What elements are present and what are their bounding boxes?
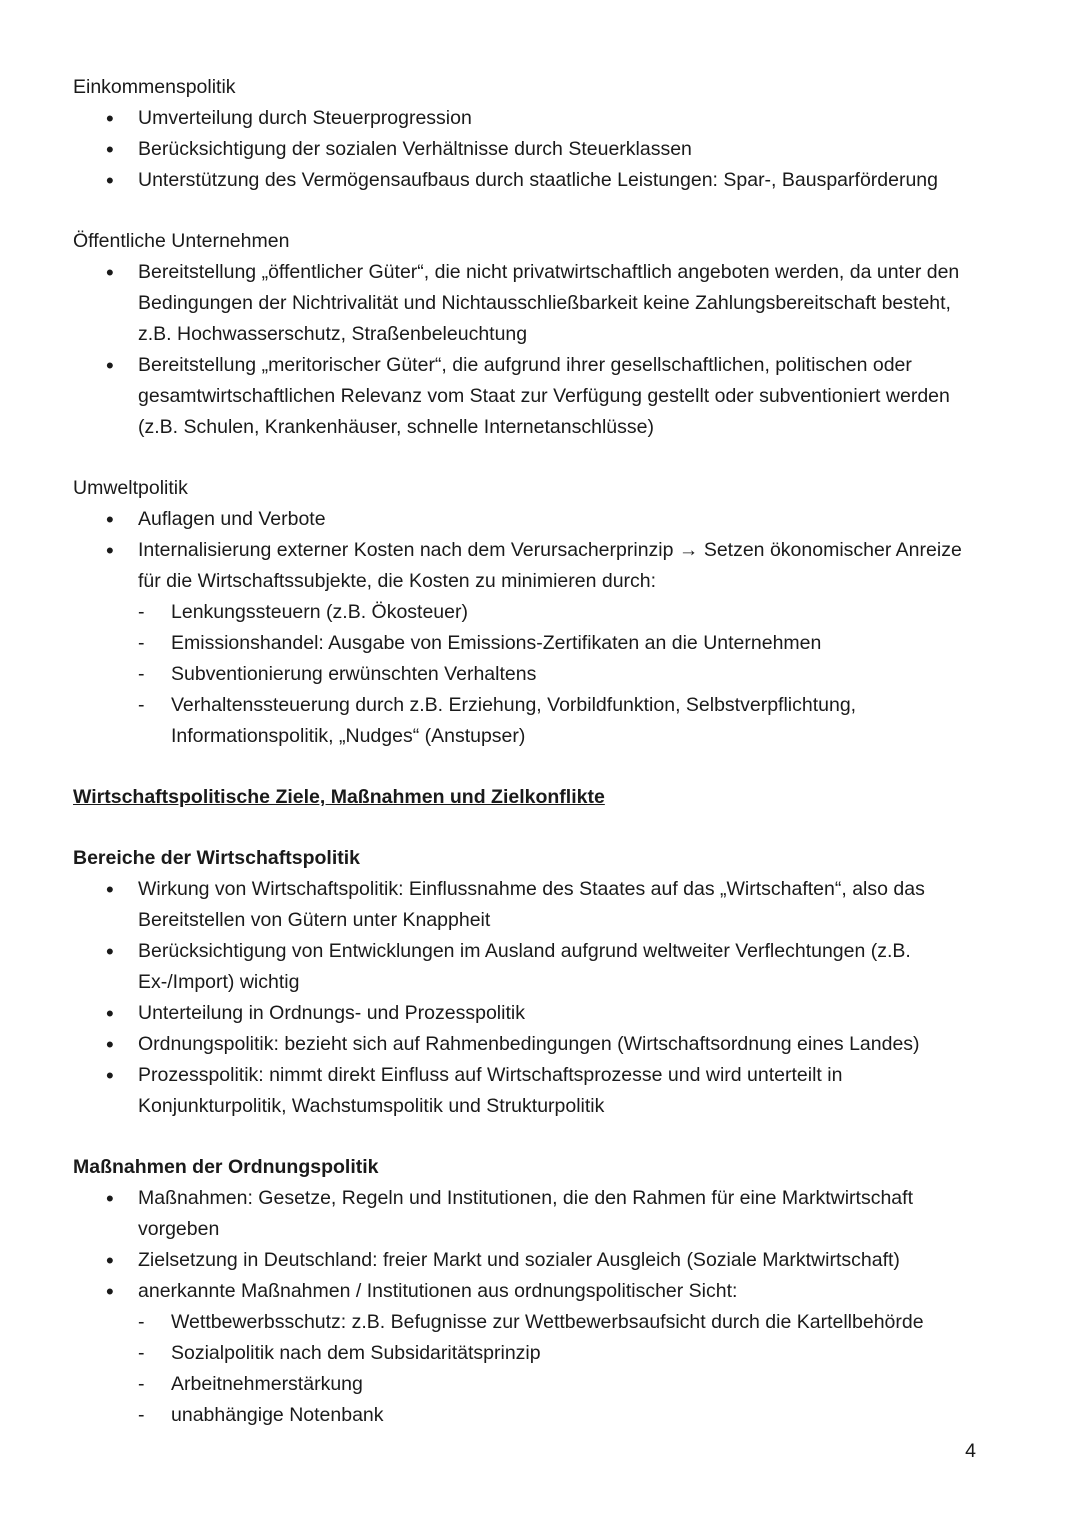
sub-list-item: - Wettbewerbsschutz: z.B. Befugnisse zur Wettbewerbsaufsicht durch die Kartellbehörde	[138, 1307, 983, 1338]
section-einkommenspolitik	[73, 72, 983, 196]
list-item: • Unterteilung in Ordnungs- und Prozesspolitik	[73, 998, 983, 1029]
sub-list-item: - unabhängige Notenbank	[138, 1400, 983, 1431]
sub-list-item: - Emissionshandel: Ausgabe von Emissions-Zertifikaten an die Unternehmen	[138, 628, 983, 659]
list-item-text: Setzen ökonomischer Anreize für die Wirtschaftssubjekte, die Kosten zu minimieren durch:	[138, 539, 962, 592]
list-item-text: Internalisierung externer Kosten nach dem Verursacherprinzip	[138, 539, 674, 561]
bullet-list	[73, 257, 983, 443]
section-ziele	[73, 782, 983, 813]
sub-list-item: - Verhaltenssteuerung durch z.B. Erziehung, Vorbildfunktion, Selbstverpflichtung, Informationspolitik, „Nudges“ (Anstupser)	[138, 690, 983, 752]
list-item-text: anerkannte Maßnahmen / Institutionen aus ordnungspolitischer Sicht:	[138, 1280, 738, 1302]
arrow-right-icon: →	[678, 539, 699, 561]
list-item: • Unterstützung des Vermögensaufbaus durch staatliche Leistungen: Spar-, Bausparförderung	[73, 165, 983, 196]
list-item	[73, 1276, 983, 1431]
list-item: • Auflagen und Verbote	[73, 504, 983, 535]
dash-list	[138, 597, 983, 752]
section-heading: Einkommenspolitik	[73, 76, 236, 98]
list-item: • Umverteilung durch Steuerprogression	[73, 103, 983, 134]
list-item: • Berücksichtigung der sozialen Verhältnisse durch Steuerklassen	[73, 134, 983, 165]
list-item: • Zielsetzung in Deutschland: freier Markt und sozialer Ausgleich (Soziale Marktwirtschaft)	[73, 1245, 983, 1276]
list-item	[73, 535, 983, 752]
list-item: • Ordnungspolitik: bezieht sich auf Rahmenbedingungen (Wirtschaftsordnung eines Landes)	[73, 1029, 983, 1060]
document-page	[73, 72, 983, 1461]
page-number: 4	[965, 1440, 976, 1462]
section-heading: Maßnahmen der Ordnungspolitik	[73, 1156, 379, 1178]
list-item: • Maßnahmen: Gesetze, Regeln und Institutionen, die den Rahmen für eine Marktwirtschaft vorgeben	[73, 1183, 983, 1245]
list-item: • Berücksichtigung von Entwicklungen im Ausland aufgrund weltweiter Verflechtungen (z.B. Ex-/Import) wichtig	[73, 936, 983, 998]
section-ordnungspolitik	[73, 1152, 983, 1431]
sub-list-item: - Sozialpolitik nach dem Subsidaritätsprinzip	[138, 1338, 983, 1369]
bullet-list	[73, 504, 983, 752]
section-umweltpolitik	[73, 473, 983, 752]
section-bereiche	[73, 843, 983, 1122]
bullet-list	[73, 103, 983, 196]
section-heading: Umweltpolitik	[73, 477, 188, 499]
list-item: • Prozesspolitik: nimmt direkt Einfluss auf Wirtschaftsprozesse und wird unterteilt in Konjunkturpolitik, Wachstumspolitik und Strukturpolitik	[73, 1060, 983, 1122]
list-item: • Bereitstellung „öffentlicher Güter“, die nicht privatwirtschaftlich angeboten werden, da unter den Bedingungen der Nichtrivalität und Nichtausschließbarkeit keine Zahlungsbereitschaft besteht, z.B. Hochwasserschutz, Straßenbeleuchtung	[73, 257, 983, 350]
sub-list-item: - Arbeitnehmerstärkung	[138, 1369, 983, 1400]
section-heading: Öffentliche Unternehmen	[73, 230, 290, 252]
chapter-heading: Wirtschaftspolitische Ziele, Maßnahmen und Zielkonflikte	[73, 786, 605, 808]
section-heading: Bereiche der Wirtschaftspolitik	[73, 847, 360, 869]
list-item: • Wirkung von Wirtschaftspolitik: Einflussnahme des Staates auf das „Wirtschaften“, also das Bereitstellen von Gütern unter Knappheit	[73, 874, 983, 936]
sub-list-item: - Subventionierung erwünschten Verhaltens	[138, 659, 983, 690]
section-oeffentliche-unternehmen	[73, 226, 983, 443]
sub-list-item: - Lenkungssteuern (z.B. Ökosteuer)	[138, 597, 983, 628]
bullet-list	[73, 874, 983, 1122]
bullet-list	[73, 1183, 983, 1431]
list-item: • Bereitstellung „meritorischer Güter“, die aufgrund ihrer gesellschaftlichen, politischen oder gesamtwirtschaftlichen Relevanz vom Staat zur Verfügung gestellt oder subventioniert werden (z.B. Schulen, Krankenhäuser, schnelle Internetanschlüsse)	[73, 350, 983, 443]
dash-list	[138, 1307, 983, 1431]
